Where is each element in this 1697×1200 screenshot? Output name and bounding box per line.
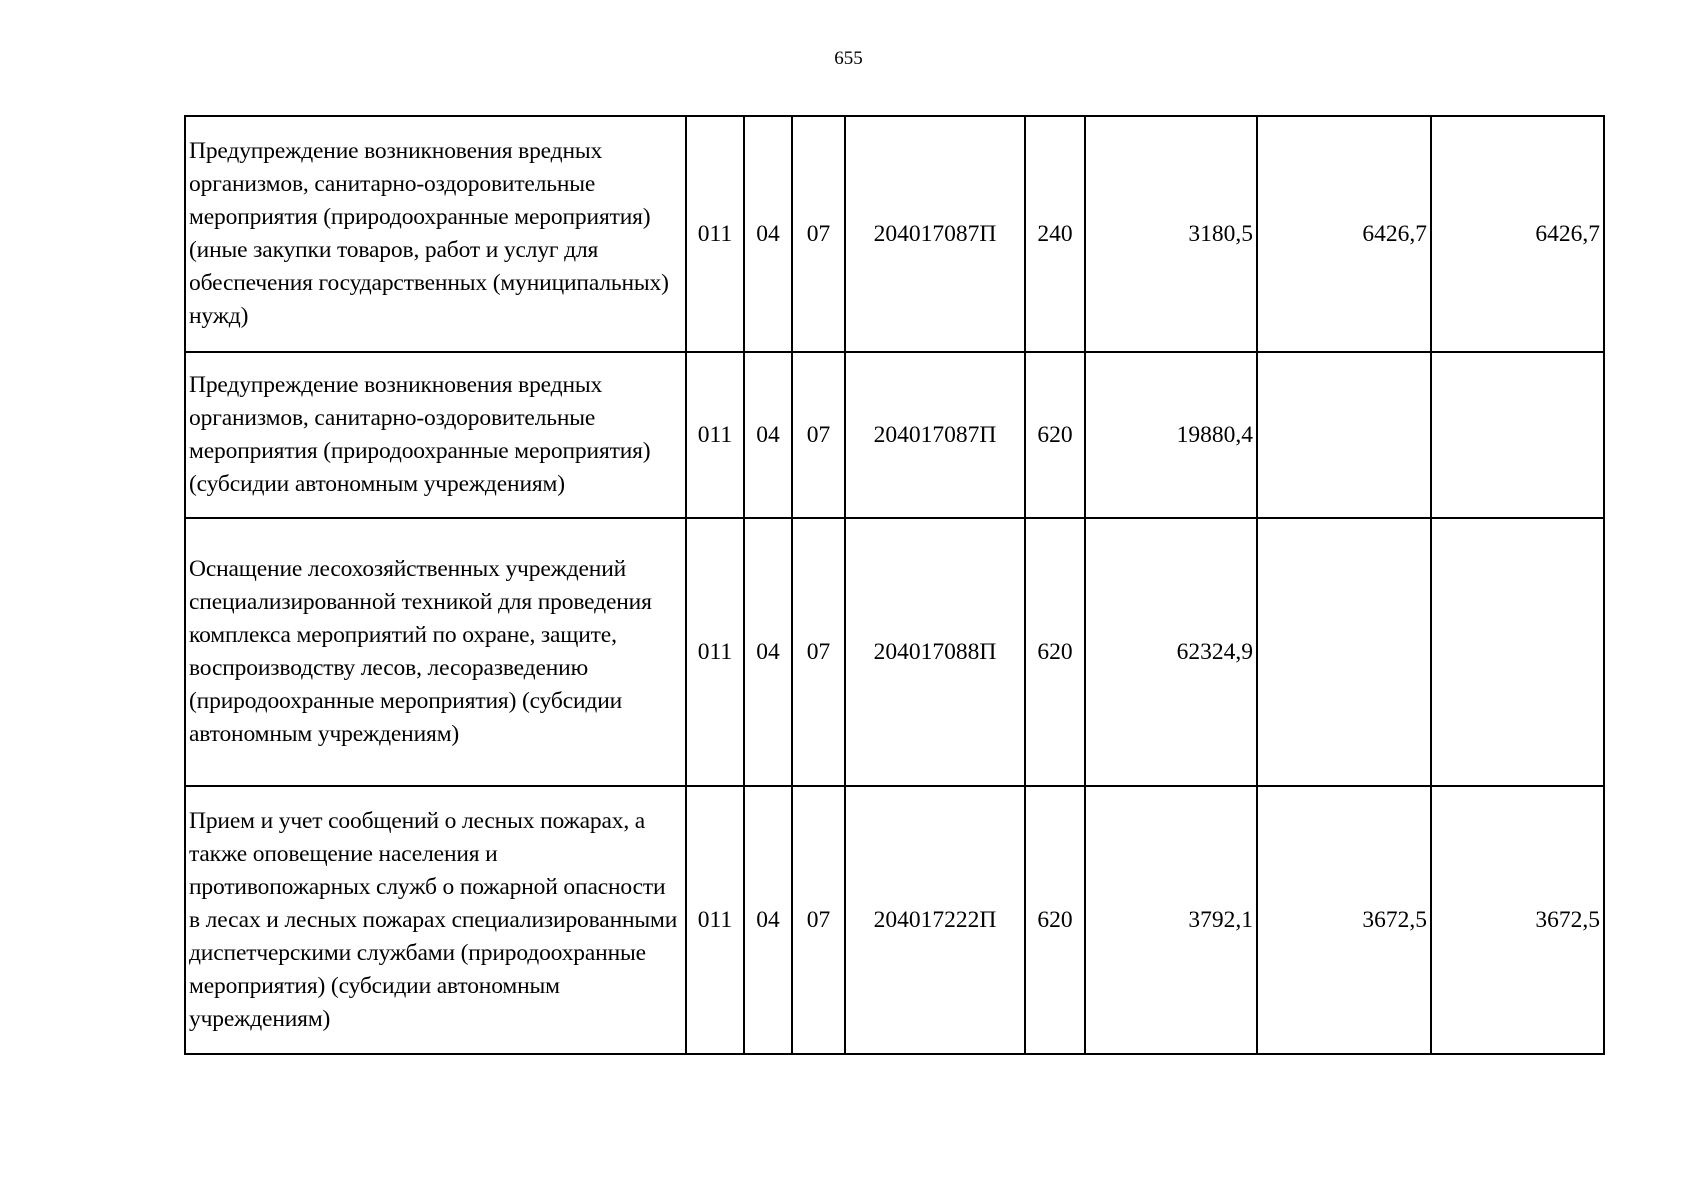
amount-year-3-cell	[1431, 352, 1604, 518]
amount-year-1-cell: 62324,9	[1085, 518, 1257, 786]
row-name-cell: Предупреждение возникновения вредных организмов, санитарно-оздоровительные мероприятия (природоохранные мероприятия) (иные закупки товаров, работ и услуг для обеспечения государственных (муниципальных) нужд)	[185, 116, 686, 352]
row-name-cell: Оснащение лесохозяйственных учреждений специализированной техникой для проведения комплекса мероприятий по охране, защите, воспроизводству лесов, лесоразведению (природоохранные мероприятия) (субсидии автономным учреждениям)	[185, 518, 686, 786]
target-article-cell: 204017088П	[845, 518, 1025, 786]
ministry-code-cell: 011	[686, 518, 744, 786]
expense-type-cell: 620	[1025, 352, 1085, 518]
amount-year-2-cell: 6426,7	[1257, 116, 1431, 352]
budget-table	[184, 115, 1605, 1055]
ministry-code-cell: 011	[686, 352, 744, 518]
section-cell: 04	[744, 352, 792, 518]
target-article-cell: 204017222П	[845, 786, 1025, 1054]
expense-type-cell: 620	[1025, 518, 1085, 786]
amount-year-2-cell	[1257, 518, 1431, 786]
subsection-cell: 07	[792, 352, 845, 518]
amount-year-1-cell: 3180,5	[1085, 116, 1257, 352]
subsection-cell: 07	[792, 786, 845, 1054]
amount-year-2-cell: 3672,5	[1257, 786, 1431, 1054]
subsection-cell: 07	[792, 116, 845, 352]
amount-year-1-cell: 19880,4	[1085, 352, 1257, 518]
section-cell: 04	[744, 116, 792, 352]
amount-year-3-cell: 6426,7	[1431, 116, 1604, 352]
row-name-cell: Прием и учет сообщений о лесных пожарах, а также оповещение населения и противопожарных служб о пожарной опасности в лесах и лесных пожарах специализированными диспетчерскими службами (природоохранные мероприятия) (субсидии автономным учреждениям)	[185, 786, 686, 1054]
amount-year-2-cell	[1257, 352, 1431, 518]
target-article-cell: 204017087П	[845, 352, 1025, 518]
expense-type-cell: 240	[1025, 116, 1085, 352]
subsection-cell: 07	[792, 518, 845, 786]
table-row	[185, 116, 1604, 352]
amount-year-3-cell: 3672,5	[1431, 786, 1604, 1054]
expense-type-cell: 620	[1025, 786, 1085, 1054]
ministry-code-cell: 011	[686, 786, 744, 1054]
table-row	[185, 786, 1604, 1054]
target-article-cell: 204017087П	[845, 116, 1025, 352]
section-cell: 04	[744, 518, 792, 786]
table-row	[185, 518, 1604, 786]
ministry-code-cell: 011	[686, 116, 744, 352]
section-cell: 04	[744, 786, 792, 1054]
row-name-cell: Предупреждение возникновения вредных организмов, санитарно-оздоровительные мероприятия (природоохранные мероприятия) (субсидии автономным учреждениям)	[185, 352, 686, 518]
table-row	[185, 352, 1604, 518]
amount-year-3-cell	[1431, 518, 1604, 786]
amount-year-1-cell: 3792,1	[1085, 786, 1257, 1054]
page-number: 655	[834, 48, 863, 69]
